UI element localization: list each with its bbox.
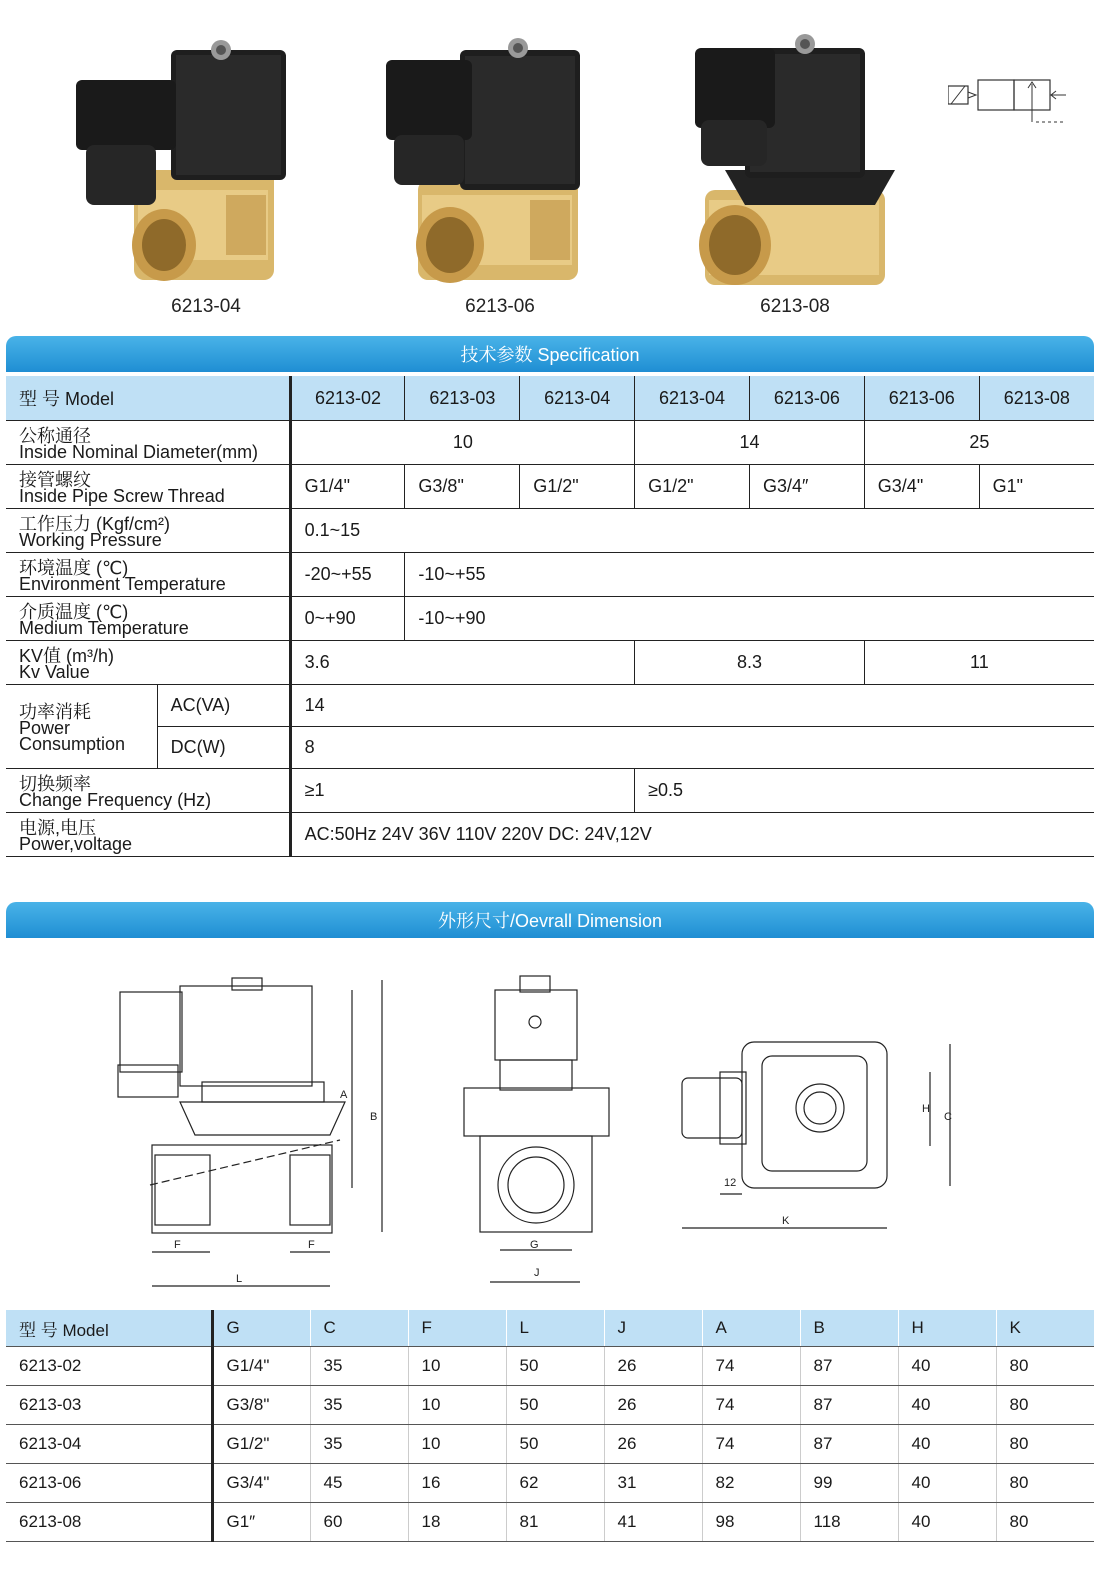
table-cell: 80	[996, 1425, 1094, 1464]
table-row	[6, 1464, 1094, 1503]
dim-label-k: K	[782, 1215, 790, 1227]
value-cell: G3/4″	[749, 465, 864, 509]
front-view-drawing	[464, 976, 609, 1282]
table-cell: 26	[604, 1386, 702, 1425]
header-cell: K	[996, 1310, 1094, 1347]
value-cell: 8	[290, 727, 1094, 769]
product-6213-08	[665, 20, 925, 320]
model-header: 型 号 Model	[6, 376, 290, 421]
table-cell: 16	[408, 1464, 506, 1503]
table-cell: 31	[604, 1464, 702, 1503]
table-cell: 118	[800, 1503, 898, 1542]
power-ac-row	[6, 685, 1094, 727]
row-label: 环境温度 (℃) Environment Temperature	[6, 553, 290, 597]
table-cell: 80	[996, 1347, 1094, 1386]
value-cell: G1/2"	[635, 465, 750, 509]
value-cell: G3/4"	[864, 465, 979, 509]
table-cell: G3/4"	[212, 1464, 310, 1503]
value-cell: -10~+55	[405, 553, 1094, 597]
row-label: 功率消耗 Power Consumption	[6, 685, 157, 769]
valve-image	[76, 20, 336, 290]
table-cell: 81	[506, 1503, 604, 1542]
value-cell: G1"	[979, 465, 1094, 509]
value-cell: G1/2"	[520, 465, 635, 509]
value-cell: -20~+55	[290, 553, 405, 597]
header-cell: L	[506, 1310, 604, 1347]
dimension-header-row	[6, 1310, 1094, 1347]
table-cell: 10	[408, 1386, 506, 1425]
model-cell: 6213-04	[635, 376, 750, 421]
dim-label-j: J	[534, 1267, 540, 1279]
valve-image	[370, 20, 630, 290]
table-cell: 50	[506, 1425, 604, 1464]
side-view-drawing	[118, 978, 382, 1286]
dim-label-l: L	[236, 1273, 243, 1285]
product-label: 6213-04	[171, 296, 241, 317]
model-cell: 6213-08	[979, 376, 1094, 421]
header-cell: A	[702, 1310, 800, 1347]
table-cell: 40	[898, 1503, 996, 1542]
table-cell: 99	[800, 1464, 898, 1503]
model-cell: 6213-06	[749, 376, 864, 421]
model-cell: 6213-04	[520, 376, 635, 421]
table-row	[6, 1425, 1094, 1464]
table-cell: 35	[310, 1425, 408, 1464]
header-cell: B	[800, 1310, 898, 1347]
table-cell: 35	[310, 1347, 408, 1386]
table-cell: 87	[800, 1347, 898, 1386]
table-cell: 26	[604, 1347, 702, 1386]
row-label: 电源,电压 Power,voltage	[6, 813, 290, 857]
header-cell: G	[212, 1310, 310, 1347]
table-cell: 50	[506, 1347, 604, 1386]
diameter-row	[6, 421, 1094, 465]
value-cell: 3.6	[290, 641, 635, 685]
table-cell: 87	[800, 1425, 898, 1464]
value-cell: 25	[864, 421, 1094, 465]
dim-label-b: B	[370, 1111, 378, 1123]
med-temp-row	[6, 597, 1094, 641]
value-cell: 0.1~15	[290, 509, 1094, 553]
dim-label-f2: F	[308, 1239, 315, 1251]
row-label: 切换频率 Change Frequency (Hz)	[6, 769, 290, 813]
table-cell: 50	[506, 1386, 604, 1425]
product-6213-06	[370, 20, 630, 320]
spec-banner: 技术参数 Specification	[6, 336, 1094, 372]
row-label: 公称通径 Inside Nominal Diameter(mm)	[6, 421, 290, 465]
table-cell: 35	[310, 1386, 408, 1425]
table-cell: 74	[702, 1347, 800, 1386]
env-temp-row	[6, 553, 1094, 597]
product-6213-04	[76, 20, 336, 320]
table-row	[6, 1386, 1094, 1425]
value-cell: 11	[864, 641, 1094, 685]
table-cell: 87	[800, 1386, 898, 1425]
value-cell: ≥0.5	[635, 769, 1094, 813]
dim-label-g: G	[530, 1239, 539, 1251]
table-cell: G3/8"	[212, 1386, 310, 1425]
table-row	[6, 1503, 1094, 1542]
product-gallery	[0, 0, 1100, 330]
header-cell: F	[408, 1310, 506, 1347]
table-cell: 80	[996, 1386, 1094, 1425]
table-cell: 45	[310, 1464, 408, 1503]
row-label: KV值 (m³/h) Kv Value	[6, 641, 290, 685]
product-label: 6213-06	[465, 296, 535, 317]
value-cell: 0~+90	[290, 597, 405, 641]
table-cell: 6213-02	[6, 1347, 212, 1386]
pressure-row	[6, 509, 1094, 553]
row-label: 工作压力 (Kgf/cm²) Working Pressure	[6, 509, 290, 553]
table-cell: 82	[702, 1464, 800, 1503]
dimension-banner: 外形尺寸/Oevrall Dimension	[6, 902, 1094, 938]
value-cell: G1/4"	[290, 465, 405, 509]
value-cell: 14	[290, 685, 1094, 727]
dim-label-12: 12	[724, 1177, 737, 1189]
table-cell: 60	[310, 1503, 408, 1542]
valve-image	[665, 20, 925, 290]
technical-drawings	[0, 960, 1100, 1300]
row-label: 接管螺纹 Inside Pipe Screw Thread	[6, 465, 290, 509]
value-cell: ≥1	[290, 769, 635, 813]
valve-symbol-icon	[948, 70, 1068, 130]
spec-header-row	[6, 376, 1094, 421]
table-cell: 98	[702, 1503, 800, 1542]
table-cell: 40	[898, 1425, 996, 1464]
table-cell: 6213-03	[6, 1386, 212, 1425]
header-cell: H	[898, 1310, 996, 1347]
dim-label-a: A	[340, 1089, 348, 1101]
model-cell: 6213-06	[864, 376, 979, 421]
table-cell: 74	[702, 1386, 800, 1425]
table-cell: 10	[408, 1425, 506, 1464]
top-view-drawing	[682, 1042, 950, 1228]
table-cell: G1/4"	[212, 1347, 310, 1386]
dim-label-h: H	[922, 1103, 930, 1115]
spec-table	[6, 376, 1094, 857]
power-dc-row	[6, 727, 1094, 769]
header-cell: C	[310, 1310, 408, 1347]
voltage-row	[6, 813, 1094, 857]
table-cell: 26	[604, 1425, 702, 1464]
table-cell: G1″	[212, 1503, 310, 1542]
table-cell: 41	[604, 1503, 702, 1542]
model-cell: 6213-02	[290, 376, 405, 421]
table-cell: 18	[408, 1503, 506, 1542]
row-label: 介质温度 (℃) Medium Temperature	[6, 597, 290, 641]
value-cell: G3/8"	[405, 465, 520, 509]
table-cell: 80	[996, 1503, 1094, 1542]
kv-row	[6, 641, 1094, 685]
value-cell: -10~+90	[405, 597, 1094, 641]
value-cell: AC:50Hz 24V 36V 110V 220V DC: 24V,12V	[290, 813, 1094, 857]
table-cell: 10	[408, 1347, 506, 1386]
table-cell: 40	[898, 1386, 996, 1425]
header-cell: J	[604, 1310, 702, 1347]
value-cell: 8.3	[635, 641, 865, 685]
freq-row	[6, 769, 1094, 813]
product-label: 6213-08	[760, 296, 830, 317]
table-cell: 6213-04	[6, 1425, 212, 1464]
dc-label: DC(W)	[157, 727, 290, 769]
table-cell: 74	[702, 1425, 800, 1464]
dimension-table	[6, 1310, 1094, 1542]
thread-row	[6, 465, 1094, 509]
ac-label: AC(VA)	[157, 685, 290, 727]
dim-label-c: C	[944, 1111, 952, 1123]
table-cell: 6213-08	[6, 1503, 212, 1542]
table-cell: 80	[996, 1464, 1094, 1503]
model-cell: 6213-03	[405, 376, 520, 421]
table-cell: 6213-06	[6, 1464, 212, 1503]
header-cell: 型 号 Model	[6, 1310, 212, 1347]
table-row	[6, 1347, 1094, 1386]
table-cell: 40	[898, 1347, 996, 1386]
value-cell: 10	[290, 421, 635, 465]
value-cell: 14	[635, 421, 865, 465]
dim-label-f: F	[174, 1239, 181, 1251]
table-cell: 40	[898, 1464, 996, 1503]
table-cell: 62	[506, 1464, 604, 1503]
table-cell: G1/2"	[212, 1425, 310, 1464]
